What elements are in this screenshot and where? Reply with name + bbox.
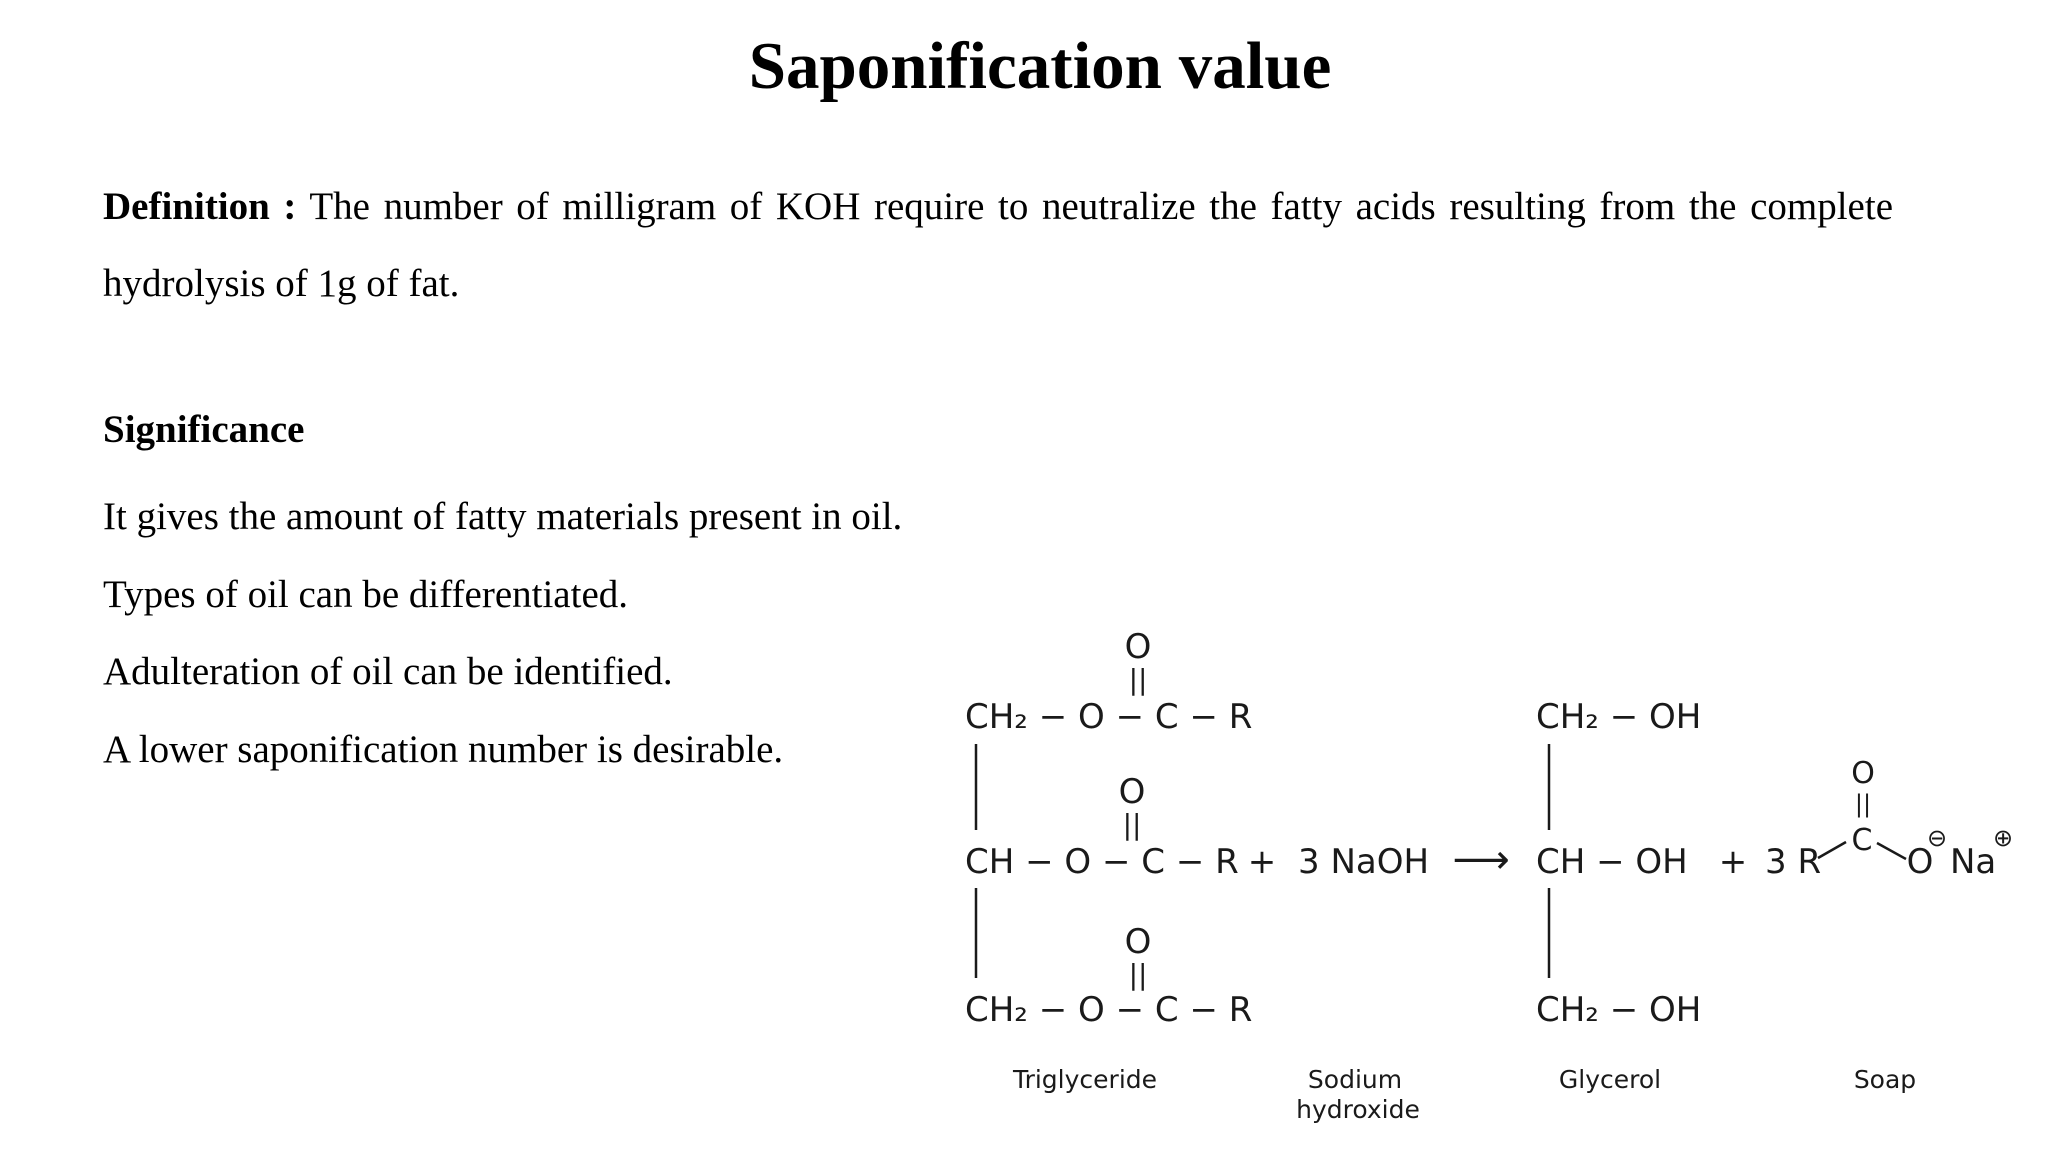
glycerol-row: CH − OH	[1536, 842, 1688, 882]
definition-text: The number of milligram of KOH require to neutralize the fatty acids resulting from the complete hydrolysis of 1g of fat.	[103, 185, 1894, 305]
triglyceride-row: CH₂ − O − C − R	[965, 990, 1253, 1030]
slide-title: Saponification value	[748, 29, 1332, 103]
carbonyl-oxygen: O	[1124, 922, 1152, 962]
double-bond: ||	[1854, 790, 1872, 818]
negative-charge: ⊖	[1926, 824, 1948, 852]
significance-heading: Significance	[103, 408, 305, 451]
significance-point: A lower saponification number is desirable.	[103, 727, 784, 771]
triglyceride-structure	[965, 627, 1252, 1094]
soap-coefficient: 3 R	[1765, 842, 1822, 882]
glycerol-label: Glycerol	[1558, 1065, 1662, 1094]
soap-cation: Na	[1950, 842, 1997, 882]
carbonyl-oxygen: O	[1851, 756, 1875, 791]
double-bond: ||	[1128, 958, 1148, 991]
soap-label: Soap	[1853, 1065, 1917, 1094]
glycerol-row: CH₂ − OH	[1536, 990, 1702, 1030]
positive-charge: ⊕	[1992, 824, 2014, 852]
reaction-arrow: ⟶	[1452, 837, 1510, 883]
reagent-label: Sodium	[1307, 1065, 1403, 1094]
definition-label: Definition :	[103, 185, 297, 228]
triglyceride-label: Triglyceride	[1012, 1065, 1158, 1094]
bond-line	[1818, 842, 1846, 858]
glycerol-structure	[1536, 697, 1701, 1094]
plus-sign: +	[1718, 842, 1748, 882]
reagent-label: hydroxide	[1296, 1095, 1420, 1124]
significance-point: Types of oil can be differentiated.	[103, 572, 629, 616]
bond-line	[1877, 843, 1906, 859]
soap-structure	[1765, 756, 2013, 1094]
significance-point: It gives the amount of fatty materials present in oil.	[103, 495, 903, 538]
double-bond: ||	[1128, 663, 1148, 696]
soap-oxygen: O	[1906, 842, 1934, 882]
carbonyl-oxygen: O	[1124, 627, 1152, 667]
triglyceride-row: CH₂ − O − C − R	[965, 697, 1253, 737]
carbonyl-oxygen: O	[1118, 772, 1146, 812]
plus-sign: +	[1247, 842, 1277, 882]
significance-point: Adulteration of oil can be identified.	[103, 650, 673, 693]
triglyceride-row: CH − O − C − R	[965, 842, 1239, 882]
soap-carbon: C	[1851, 823, 1873, 858]
glycerol-row: CH₂ − OH	[1536, 697, 1702, 737]
reagent-naoh: 3 NaOH	[1298, 842, 1430, 882]
double-bond: ||	[1122, 808, 1142, 841]
